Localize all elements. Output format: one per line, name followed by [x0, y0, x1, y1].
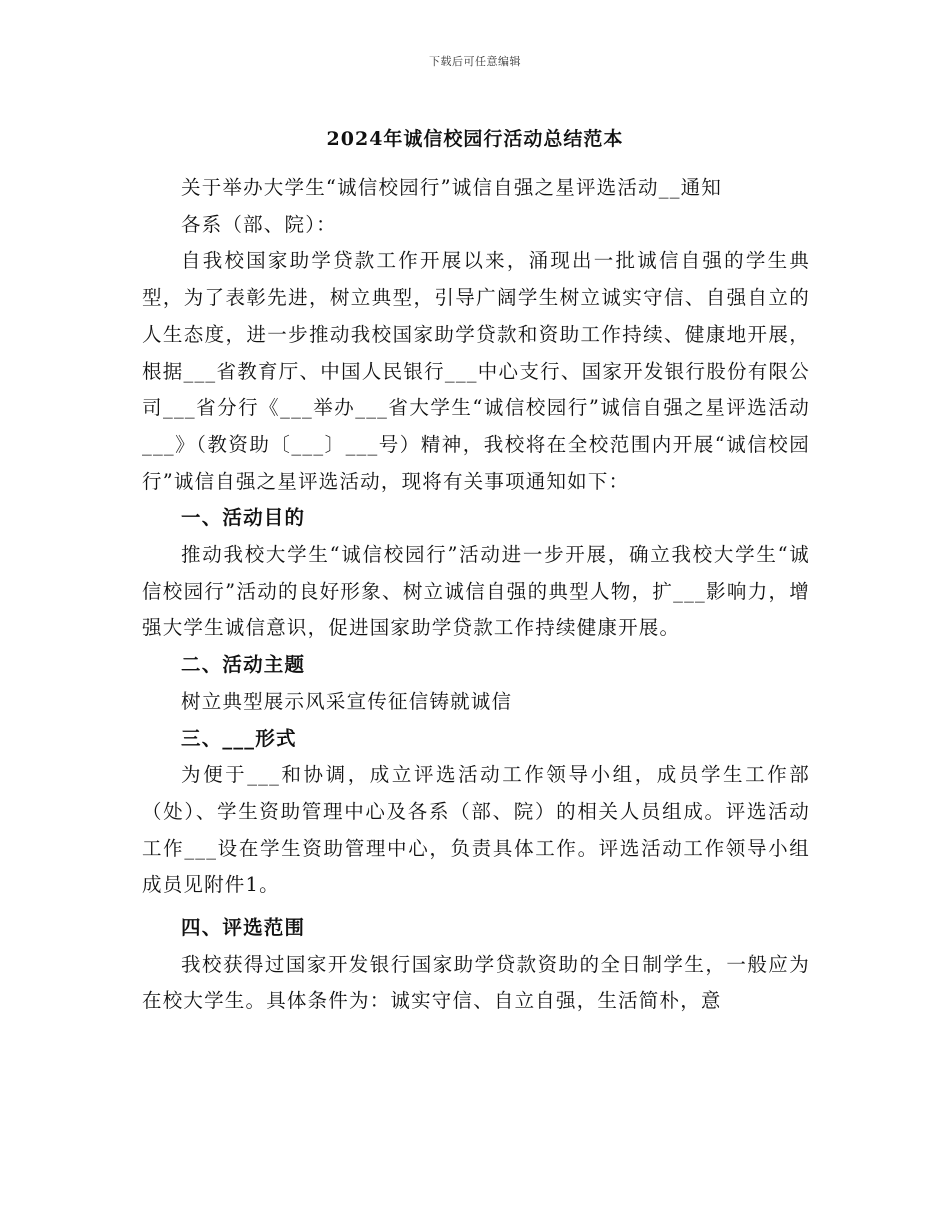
intro-paragraph: 自我校国家助学贷款工作开展以来，涌现出一批诚信自强的学生典型，为了表彰先进，树立典型，引导广阔学生树立诚实守信、自强自立的人生态度，进一步推动我校国家助学贷款和资助工作持续、健康地开展，根据___省教育厅、中国人民银行___中心支行、国家开发银行股份有限公司___省分行《___举办___省大学生“诚信校园行”诚信自强之星评选活动___》（教资助〔___〕___号）精神，我校将在全校范围内开展“诚信校园行”诚信自强之星评选活动，现将有关事项通知如下：	[142, 249, 810, 493]
purpose-paragraph: 推动我校大学生“诚信校园行”活动进一步开展，确立我校大学生“诚信校园行”活动的良好形象、树立诚信自强的典型人物，扩___影响力，增强大学生诚信意识，促进国家助学贷款工作持续健康开展。	[142, 543, 810, 640]
header-note: 下载后可任意编辑	[429, 55, 521, 68]
document-body	[142, 170, 810, 1020]
salutation: 各系（部、院）：	[181, 212, 337, 236]
section-heading-form: 三、___形式	[181, 726, 297, 750]
notice-title: 关于举办大学生“诚信校园行”诚信自强之星评选活动__通知	[181, 176, 723, 199]
form-paragraph: 为便于___和协调，成立评选活动工作领导小组，成员学生工作部（处）、学生资助管理中心及各系（部、院）的相关人员组成。评选活动工作___设在学生资助管理中心，负责具体工作。评选活动工作领导小组成员见附件1。	[142, 763, 810, 897]
section-heading-theme: 二、活动主题	[181, 653, 306, 677]
section-heading-purpose: 一、活动目的	[181, 506, 306, 530]
theme-paragraph: 树立典型展示风采宣传征信铸就诚信	[181, 689, 513, 713]
scope-paragraph: 我校获得过国家开发银行国家助学贷款资助的全日制学生，一般应为在校大学生。具体条件为：诚实守信、自立自强，生活简朴，意	[142, 952, 810, 1013]
section-heading-scope: 四、评选范围	[181, 916, 306, 940]
document-title: 2024年诚信校园行活动总结范本	[326, 128, 624, 150]
